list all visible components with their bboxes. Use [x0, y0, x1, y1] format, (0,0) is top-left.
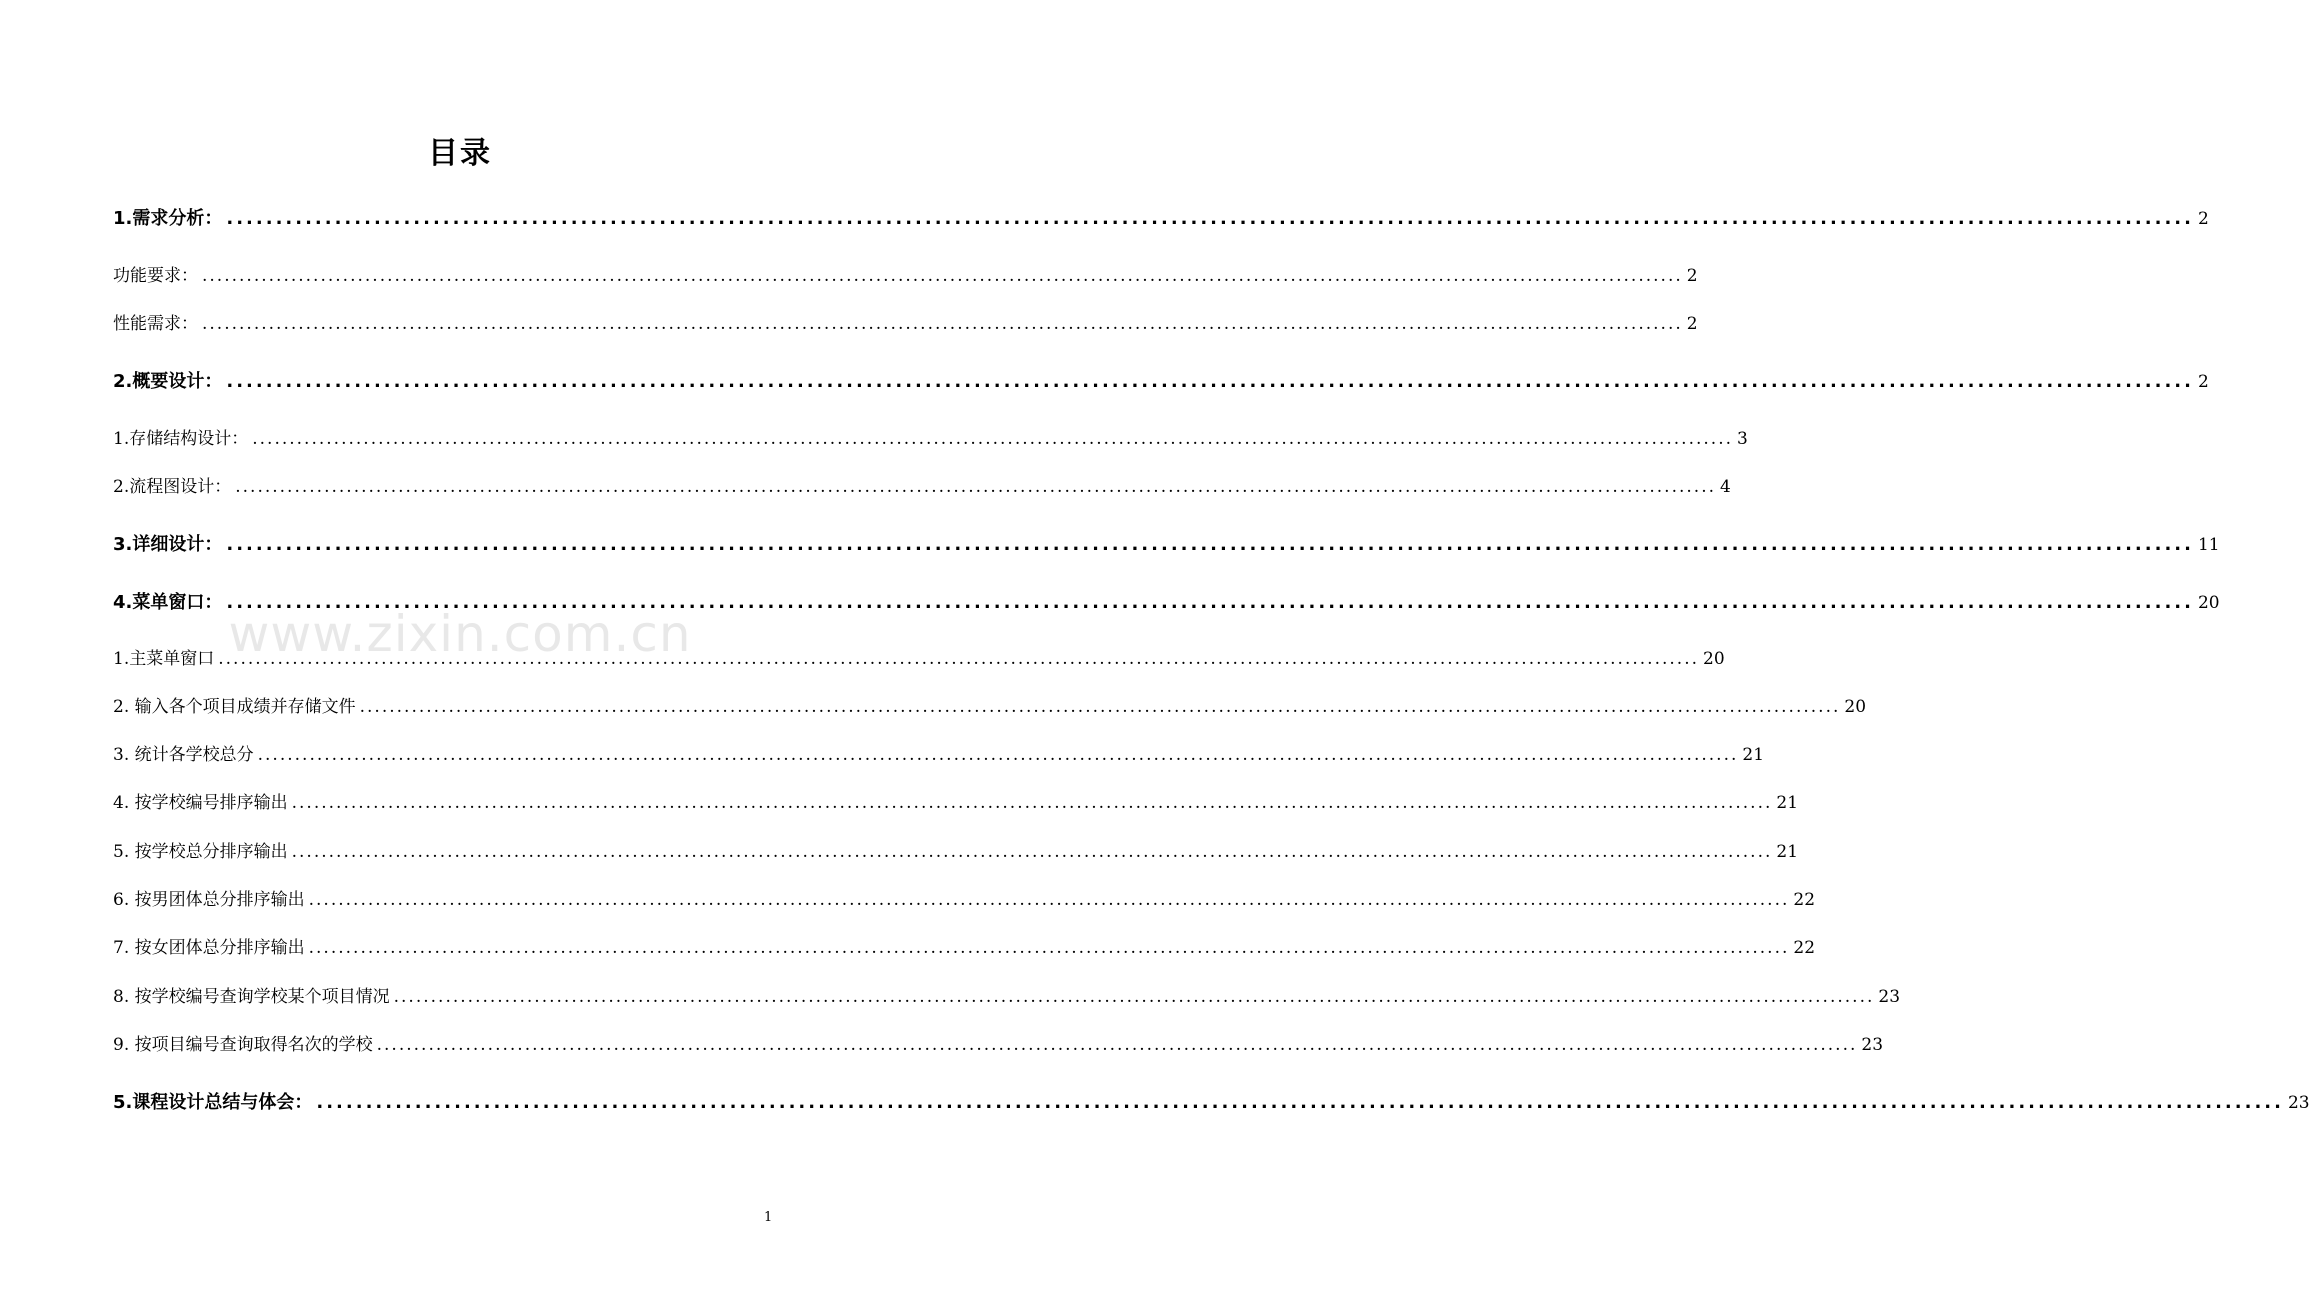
toc-entry-sort-by-school-id[interactable] — [113, 790, 1799, 816]
toc-entry-page: 2 — [1686, 314, 1698, 334]
toc-entry-page: 21 — [1776, 793, 1799, 813]
toc-leader: ........................................................................................................................................................................................................ — [257, 745, 1739, 765]
toc-leader: ........................................................................................................................................................................................................ — [226, 371, 2194, 392]
page-title: 目录 — [428, 136, 492, 171]
toc-leader: ........................................................................................................................................................................................................ — [252, 429, 1733, 449]
toc-entry-label: 5.课程设计总结与体会： — [113, 1092, 313, 1113]
toc-entry-page: 3 — [1737, 429, 1748, 449]
toc-entry-functional-requirements[interactable] — [113, 263, 1698, 289]
toc-leader: ........................................................................................................................................................................................................ — [235, 477, 1716, 497]
toc-entry-detailed-design[interactable] — [113, 532, 2220, 558]
toc-entry-label: 2.流程图设计： — [113, 477, 232, 497]
toc-entry-page: 20 — [1703, 649, 1725, 669]
toc-leader: ........................................................................................................................................................................................................ — [202, 314, 1683, 334]
toc-entry-sort-by-women-team-total[interactable] — [113, 935, 1816, 961]
toc-entry-label: 8. 按学校编号查询学校某个项目情况 — [113, 987, 390, 1007]
toc-leader: ........................................................................................................................................................................................................ — [316, 1092, 2284, 1113]
toc-entry-query-school-event[interactable] — [113, 984, 1901, 1010]
toc-leader: ........................................................................................................................................................................................................ — [308, 938, 1790, 958]
toc-leader: ........................................................................................................................................................................................................ — [226, 592, 2194, 613]
toc-leader: ........................................................................................................................................................................................................ — [218, 649, 1699, 669]
toc-entry-query-event-ranking[interactable] — [113, 1032, 1884, 1058]
toc-entry-sort-by-school-total[interactable] — [113, 839, 1799, 865]
toc-entry-label: 功能要求： — [113, 266, 198, 286]
toc-entry-flowchart-design[interactable] — [113, 474, 1731, 500]
toc-entry-page: 22 — [1793, 890, 1816, 910]
toc-leader: ........................................................................................................................................................................................................ — [308, 890, 1790, 910]
page-number: 1 — [764, 1210, 773, 1225]
toc-entry-page: 2 — [1686, 266, 1698, 286]
toc-entry-label: 性能需求： — [113, 314, 198, 334]
toc-entry-storage-structure-design[interactable] — [113, 426, 1748, 452]
toc-entry-page: 4 — [1720, 477, 1731, 497]
toc-leader: ........................................................................................................................................................................................................ — [226, 208, 2194, 229]
toc-entry-page: 2 — [2197, 372, 2209, 392]
toc-entry-label: 2.概要设计： — [113, 371, 223, 392]
toc-entry-outline-design[interactable] — [113, 369, 2209, 395]
toc-entry-school-totals[interactable] — [113, 742, 1765, 768]
toc-entry-label: 7. 按女团体总分排序输出 — [113, 938, 305, 958]
toc-leader: ........................................................................................................................................................................................................ — [393, 987, 1875, 1007]
toc-leader: ........................................................................................................................................................................................................ — [376, 1035, 1858, 1055]
toc-leader: ........................................................................................................................................................................................................ — [291, 793, 1773, 813]
toc-entry-page: 11 — [2197, 535, 2220, 555]
toc-entry-label: 6. 按男团体总分排序输出 — [113, 890, 305, 910]
toc-entry-page: 23 — [1878, 987, 1901, 1007]
toc-entry-page: 23 — [1861, 1035, 1884, 1055]
toc-entry-requirements-analysis[interactable] — [113, 206, 2209, 232]
toc-entry-performance-requirements[interactable] — [113, 311, 1698, 337]
toc-entry-label: 1.主菜单窗口 — [113, 649, 215, 669]
watermark: www.zixin.com.cn — [228, 605, 692, 663]
toc-entry-page: 23 — [2287, 1093, 2310, 1113]
toc-entry-label: 2. 输入各个项目成绩并存储文件 — [113, 697, 356, 717]
toc-entry-summary[interactable] — [113, 1090, 2310, 1116]
toc-entry-page: 22 — [1793, 938, 1816, 958]
toc-leader: ........................................................................................................................................................................................................ — [359, 697, 1841, 717]
toc-entry-label: 9. 按项目编号查询取得名次的学校 — [113, 1035, 373, 1055]
toc-entry-page: 2 — [2197, 209, 2209, 229]
toc-entry-label: 1.存储结构设计： — [113, 429, 249, 449]
toc-entry-label: 1.需求分析： — [113, 208, 223, 229]
toc-entry-page: 21 — [1742, 745, 1765, 765]
toc-entry-label: 3.详细设计： — [113, 534, 223, 555]
toc-leader: ........................................................................................................................................................................................................ — [226, 534, 2194, 555]
toc-entry-label: 3. 统计各学校总分 — [113, 745, 254, 765]
toc-leader: ........................................................................................................................................................................................................ — [202, 266, 1683, 286]
toc-leader: ........................................................................................................................................................................................................ — [291, 842, 1773, 862]
toc-entry-input-scores[interactable] — [113, 694, 1867, 720]
toc-entry-page: 20 — [2197, 593, 2220, 613]
toc-entry-label: 5. 按学校总分排序输出 — [113, 842, 288, 862]
toc-entry-label: 4.菜单窗口： — [113, 592, 223, 613]
toc-entry-label: 4. 按学校编号排序输出 — [113, 793, 288, 813]
toc-entry-page: 21 — [1776, 842, 1799, 862]
toc-entry-page: 20 — [1844, 697, 1867, 717]
toc-entry-sort-by-men-team-total[interactable] — [113, 887, 1816, 913]
